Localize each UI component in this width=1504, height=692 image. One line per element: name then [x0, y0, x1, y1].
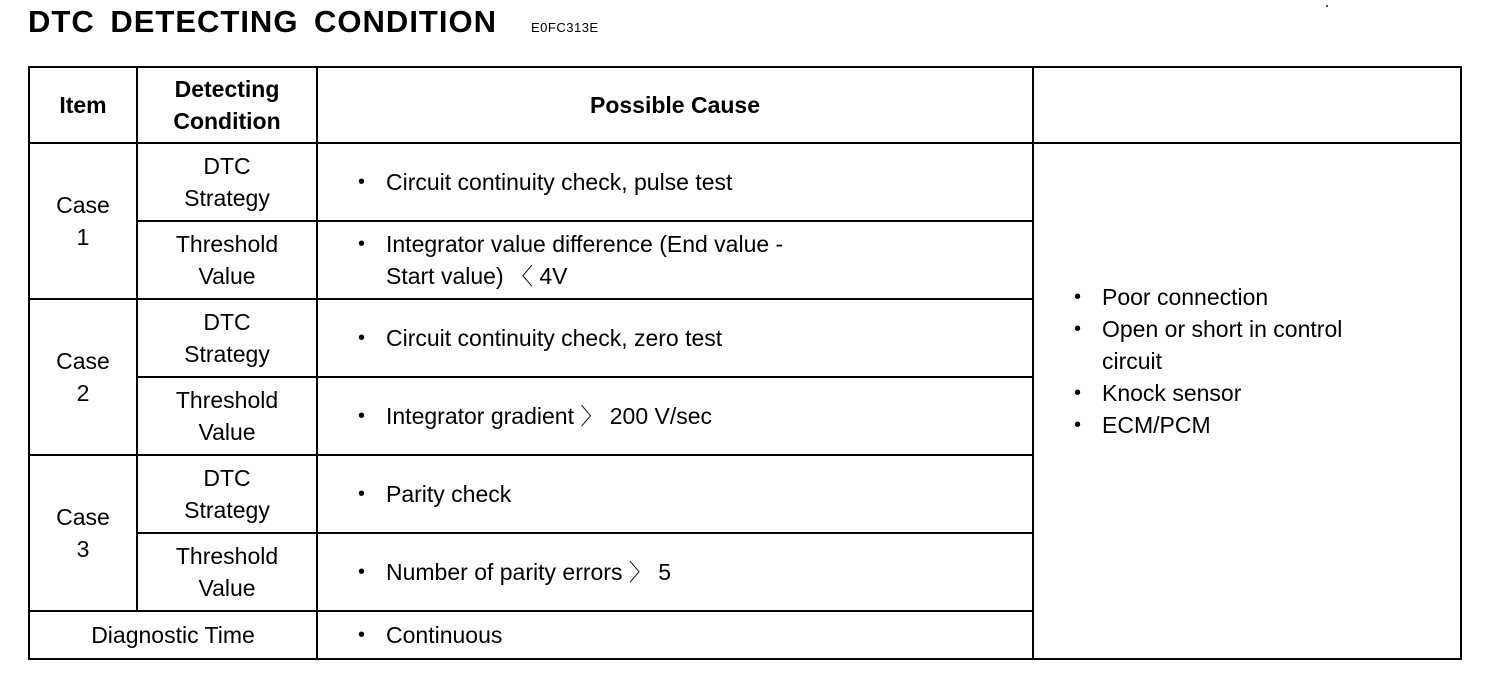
header-possible-cause: Possible Cause	[317, 67, 1033, 143]
bullet-icon: •	[1074, 286, 1082, 308]
header-blank	[1033, 67, 1461, 143]
strategy-value: • Circuit continuity check, zero test	[317, 299, 1033, 377]
header-item: Item	[29, 67, 137, 143]
case-label: Case 1	[29, 143, 137, 299]
threshold-label: Threshold Value	[137, 377, 317, 455]
threshold-value: • Integrator value difference (End value - Start value) 〈 4V	[317, 221, 1033, 299]
strategy-label: DTC Strategy	[137, 143, 317, 221]
threshold-value: • Number of parity errors 〉 5	[317, 533, 1033, 611]
page-title: DTC DETECTING CONDITION	[28, 4, 497, 39]
scan-speck	[1326, 5, 1328, 7]
threshold-label: Threshold Value	[137, 221, 317, 299]
bullet-icon: •	[358, 171, 366, 193]
strategy-value: • Circuit continuity check, pulse test	[317, 143, 1033, 221]
bullet-icon: •	[358, 233, 366, 255]
strategy-value: • Parity check	[317, 455, 1033, 533]
header-row	[29, 67, 1461, 143]
bullet-icon: •	[358, 405, 366, 427]
possible-causes-cell	[1033, 143, 1461, 659]
header-detecting-condition: Detecting Condition	[137, 67, 317, 143]
bullet-icon: •	[1074, 382, 1082, 404]
case-label: Case 3	[29, 455, 137, 611]
title-row	[28, 4, 599, 44]
bullet-icon: •	[358, 483, 366, 505]
list-item: • ECM/PCM	[1074, 409, 1460, 441]
list-item: • Open or short in control circuit	[1074, 313, 1460, 377]
diagnostic-time-label: Diagnostic Time	[29, 611, 317, 659]
table-row	[29, 143, 1461, 221]
diagnostic-time-value: • Continuous	[317, 611, 1033, 659]
bullet-icon: •	[1074, 414, 1082, 436]
strategy-label: DTC Strategy	[137, 455, 317, 533]
bullet-icon: •	[1074, 318, 1082, 340]
threshold-value: • Integrator gradient 〉 200 V/sec	[317, 377, 1033, 455]
case-label: Case 2	[29, 299, 137, 455]
threshold-label: Threshold Value	[137, 533, 317, 611]
bullet-icon: •	[358, 327, 366, 349]
list-item: • Poor connection	[1074, 281, 1460, 313]
list-item: • Knock sensor	[1074, 377, 1460, 409]
bullet-icon: •	[358, 561, 366, 583]
document-code: E0FC313E	[531, 20, 599, 35]
strategy-label: DTC Strategy	[137, 299, 317, 377]
bullet-icon: •	[358, 624, 366, 646]
possible-causes-list	[1074, 281, 1460, 441]
dtc-table	[28, 66, 1462, 660]
